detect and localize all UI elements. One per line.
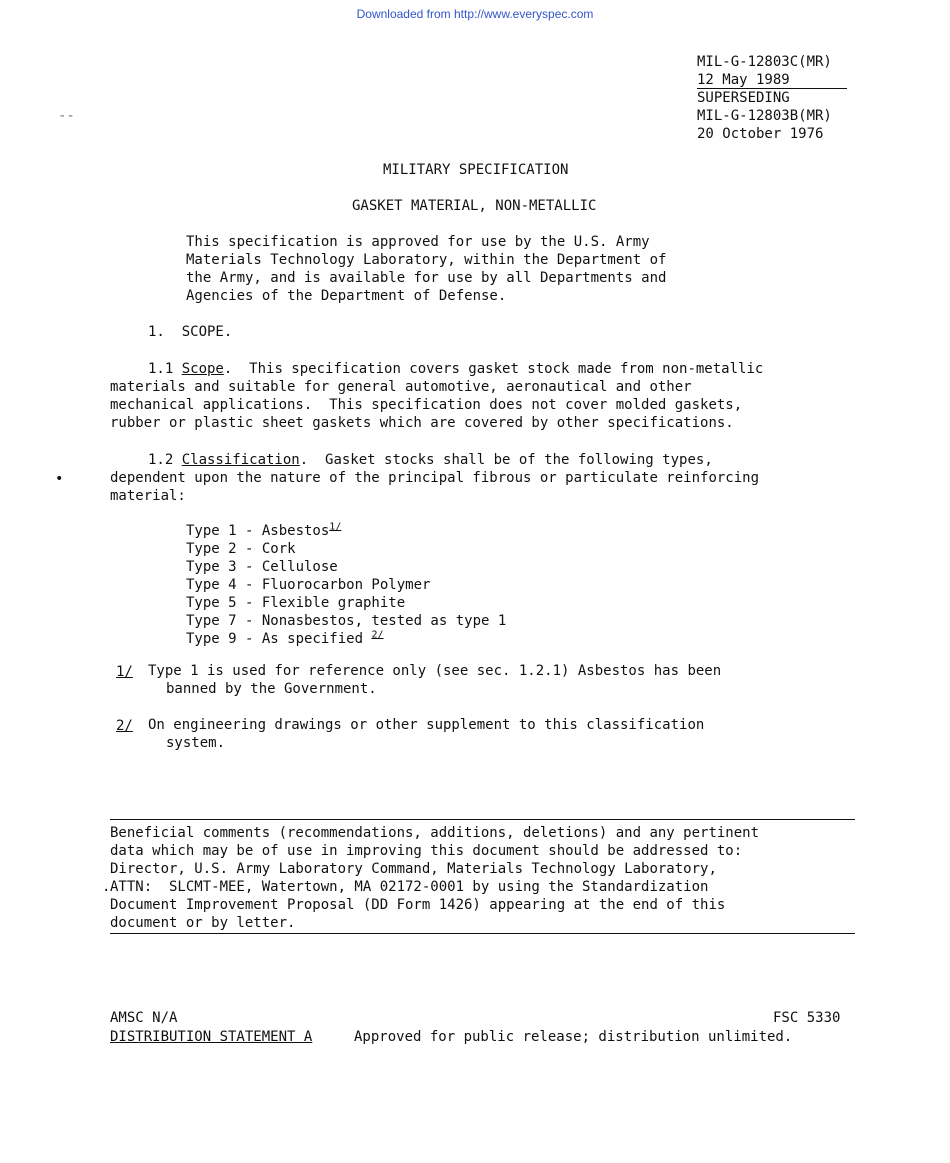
section-title: Scope bbox=[181, 361, 224, 377]
comments-line: Director, U.S. Army Laboratory Command, Materials Technology Laboratory, bbox=[110, 861, 717, 877]
doc-number: MIL-G-12803C(MR) bbox=[697, 54, 832, 70]
approval-line: Materials Technology Laboratory, within the Department of bbox=[186, 252, 667, 268]
comments-top-rule bbox=[110, 819, 855, 820]
amsc-label: AMSC N/A bbox=[110, 1010, 178, 1026]
paragraph-text: . Gasket stocks shall be of the following types, bbox=[299, 452, 713, 468]
comments-line: Document Improvement Proposal (DD Form 1426) appearing at the end of this bbox=[110, 897, 726, 913]
types-list bbox=[186, 522, 506, 648]
comments-line: data which may be of use in improving this document should be addressed to: bbox=[110, 843, 743, 859]
footnote-text: Type 1 is used for reference only (see sec. 1.2.1) Asbestos has been bbox=[148, 663, 722, 679]
section-title: Classification bbox=[181, 452, 300, 468]
fsc-label: FSC 5330 bbox=[773, 1010, 841, 1026]
superseded-number: MIL-G-12803B(MR) bbox=[697, 108, 832, 124]
spec-type-title: MILITARY SPECIFICATION bbox=[383, 162, 569, 178]
footnote-text: banned by the Government. bbox=[166, 681, 377, 697]
list-item: Type 1 - Asbestos$^{1/}$ bbox=[186, 521, 342, 539]
doc-date: 12 May 1989 bbox=[697, 72, 790, 88]
margin-dash-mark: -- bbox=[58, 108, 75, 124]
download-source-link[interactable]: Downloaded from http://www.everyspec.com bbox=[356, 7, 594, 21]
footnote-text: system. bbox=[166, 735, 226, 751]
list-item: Type 5 - Flexible graphite bbox=[186, 595, 406, 611]
margin-bullet: • bbox=[55, 471, 64, 487]
comments-bottom-rule bbox=[110, 933, 855, 934]
comments-line: document or by letter. bbox=[110, 915, 296, 931]
comments-line: Beneficial comments (recommendations, additions, deletions) and any pertinent bbox=[110, 825, 760, 841]
paragraph-line: materials and suitable for general automotive, aeronautical and other bbox=[110, 379, 692, 395]
section-number: 1.2 bbox=[148, 452, 182, 468]
approval-line: Agencies of the Department of Defense. bbox=[186, 288, 507, 304]
section-number: 1.1 bbox=[148, 361, 182, 377]
list-item: Type 9 - As specified $^{2/}$ bbox=[186, 629, 384, 647]
paragraph-line: rubber or plastic sheet gaskets which are covered by other specifications. bbox=[110, 415, 734, 431]
footnote-ref: 1/ bbox=[329, 521, 342, 533]
distribution-statement-label: DISTRIBUTION STATEMENT A bbox=[110, 1029, 313, 1045]
list-item: Type 4 - Fluorocarbon Polymer bbox=[186, 577, 431, 593]
paragraph-line: material: bbox=[110, 488, 186, 504]
comments-line: ATTN: SLCMT-MEE, Watertown, MA 02172-0001 by using the Standardization bbox=[110, 879, 709, 895]
list-item: Type 3 - Cellulose bbox=[186, 559, 338, 575]
list-item: Type 7 - Nonasbestos, tested as type 1 bbox=[186, 613, 507, 629]
paragraph-line: dependent upon the nature of the principal fibrous or particulate reinforcing bbox=[110, 470, 760, 486]
footnote-ref: 2/ bbox=[371, 629, 384, 641]
paragraph-text: . This specification covers gasket stock made from non-metallic bbox=[223, 361, 764, 377]
approval-line: This specification is approved for use by the U.S. Army bbox=[186, 234, 650, 250]
superseded-date: 20 October 1976 bbox=[697, 126, 824, 142]
footnote-mark: 2/ bbox=[116, 718, 133, 734]
footnote-text: On engineering drawings or other supplement to this classification bbox=[148, 717, 705, 733]
margin-bullet: . bbox=[102, 879, 111, 895]
comments-block bbox=[110, 824, 759, 932]
distribution-statement-text: Approved for public release; distribution unlimited. bbox=[354, 1029, 793, 1045]
list-item: Type 2 - Cork bbox=[186, 541, 296, 557]
section-heading: 1. SCOPE. bbox=[148, 324, 233, 340]
classification-paragraph bbox=[110, 451, 759, 505]
scope-paragraph bbox=[110, 360, 763, 432]
paragraph-line: mechanical applications. This specification does not cover molded gaskets, bbox=[110, 397, 743, 413]
approval-paragraph bbox=[186, 233, 666, 305]
footnote-mark: 1/ bbox=[116, 664, 133, 680]
spec-subject-title: GASKET MATERIAL, NON-METALLIC bbox=[352, 198, 597, 214]
superseding-label: SUPERSEDING bbox=[697, 90, 790, 106]
approval-line: the Army, and is available for use by all Departments and bbox=[186, 270, 667, 286]
